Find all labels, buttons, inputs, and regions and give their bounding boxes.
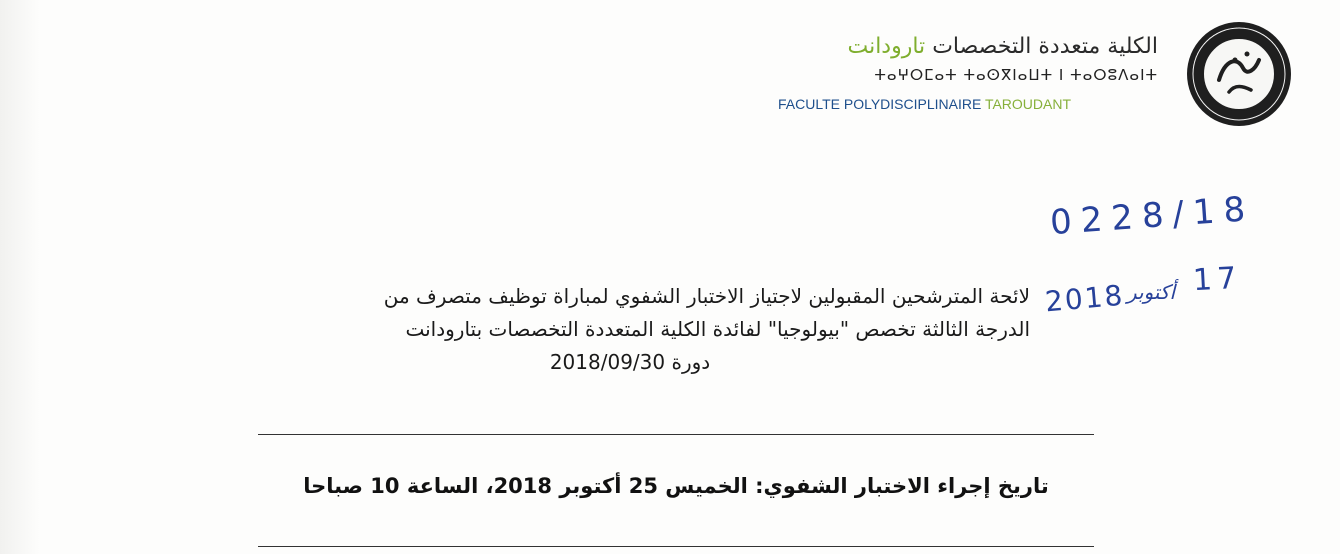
svg-text:· · · · · · · · · · · · · · ·: · · · · · · · · · · · · · · · · · · · · · · · · · · · · · ·	[1189, 24, 1281, 75]
faculty-name-arabic-main: الكلية متعددة التخصصات	[932, 34, 1158, 59]
page-edge-shadow	[0, 0, 40, 554]
divider-top	[258, 434, 1094, 435]
stamp-day: 17	[1192, 260, 1243, 299]
faculty-name-latin	[778, 96, 1071, 112]
faculty-name-latin-city: TAROUDANT	[984, 96, 1072, 112]
faculty-name-tifinagh: ⵜⴰⵖⵔⵎⴰⵜ ⵜⴰⵙⴳⵏⴰⵡⵜ ⵏ ⵜⴰⵔⵓⴷⴰⵏⵜ	[874, 66, 1158, 84]
faculty-name-arabic-city: تارودانت	[847, 34, 926, 59]
seal-icon	[1185, 20, 1293, 128]
title-line-1: لائحة المترشحين المقبولين لاجتياز الاختبار الشفوي لمباراة توظيف متصرف من	[383, 284, 1030, 308]
divider-bottom	[258, 546, 1094, 547]
registration-date-stamp	[1045, 262, 1255, 322]
document-title	[230, 280, 1030, 379]
title-line-2: الدرجة الثالثة تخصص "بيولوجيا" لفائدة الكلية المتعددة التخصصات بتارودانت	[405, 317, 1030, 341]
faculty-name-arabic	[847, 34, 1158, 60]
university-seal-logo	[1185, 20, 1293, 128]
registration-number-stamp: 0228/18	[1048, 188, 1256, 244]
stamp-year: 2018	[1043, 278, 1126, 319]
faculty-name-latin-main: FACULTE POLYDISCIPLINAIRE	[778, 96, 985, 112]
exam-date-heading: تاريخ إجراء الاختبار الشفوي: الخميس 25 أكتوبر 2018، الساعة 10 صباحا	[303, 474, 1049, 498]
stamp-month: أكتوبر	[1127, 280, 1176, 304]
faculty-header	[778, 30, 1158, 120]
title-line-3: دورة 2018/09/30	[549, 350, 711, 374]
